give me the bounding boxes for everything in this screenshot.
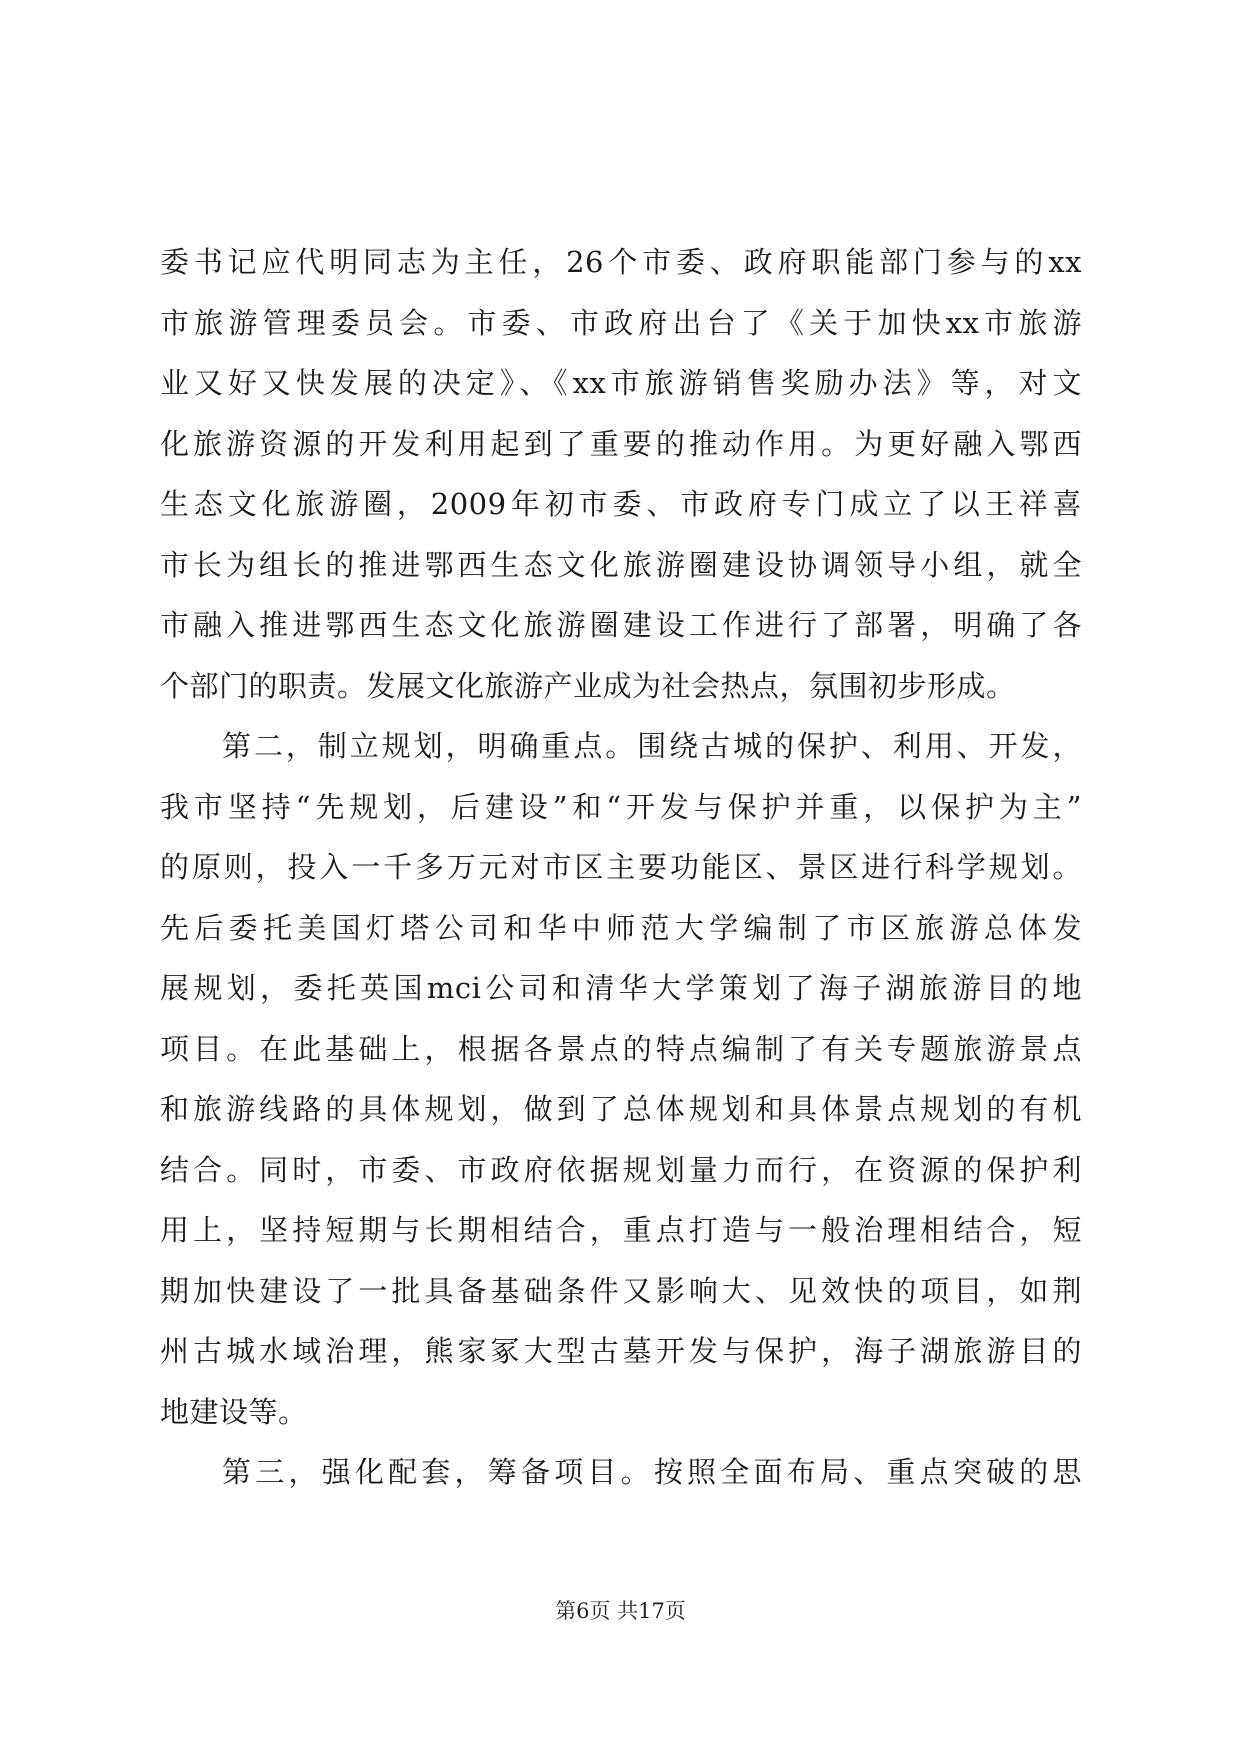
text-line: 先后委托美国灯塔公司和华中师范大学编制了市区旅游总体发 bbox=[160, 910, 1082, 945]
page-footer bbox=[0, 1596, 1241, 1626]
paragraph-start-line: 第二，制立规划，明确重点。围绕古城的保护、利用、开发， bbox=[222, 729, 1082, 763]
text-line: 展规划，委托英国mci公司和清华大学策划了海子湖旅游目的地 bbox=[160, 971, 1082, 1005]
text-line: 市融入推进鄂西生态文化旅游圈建设工作进行了部署，明确了各 bbox=[160, 608, 1082, 642]
text-line: 期加快建设了一批具备基础条件又影响大、见效快的项目，如荆 bbox=[160, 1273, 1082, 1308]
text-line: 市旅游管理委员会。市委、市政府出台了《关于加快xx市旅游 bbox=[160, 305, 1082, 340]
text-line: 的原则，投入一千多万元对市区主要功能区、景区进行科学规划。 bbox=[160, 850, 1082, 884]
text-line: 委书记应代明同志为主任，26个市委、政府职能部门参与的xx bbox=[160, 245, 1082, 279]
page-number: 第6页 共17页 bbox=[555, 1599, 686, 1623]
text-line: 用上，坚持短期与长期相结合，重点打造与一般治理相结合，短 bbox=[160, 1213, 1082, 1247]
text-line: 州古城水域治理，熊家冢大型古墓开发与保护，海子湖旅游目的 bbox=[160, 1334, 1082, 1368]
text-line: 生态文化旅游圈，2009年初市委、市政府专门成立了以王祥喜 bbox=[160, 487, 1082, 521]
text-line: 个部门的职责。发展文化旅游产业成为社会热点，氛围初步形成。 bbox=[160, 668, 1016, 703]
text-line: 项目。在此基础上，根据各景点的特点编制了有关专题旅游景点 bbox=[160, 1031, 1082, 1066]
body-text bbox=[160, 232, 1082, 1503]
text-line: 我市坚持“先规划，后建设”和“开发与保护并重，以保护为主” bbox=[160, 789, 1082, 824]
text-line: 地建设等。 bbox=[160, 1394, 308, 1429]
paragraph-start-line: 第三，强化配套，筹备项目。按照全面布局、重点突破的思 bbox=[222, 1455, 1082, 1489]
text-line: 化旅游资源的开发利用起到了重要的推动作用。为更好融入鄂西 bbox=[160, 426, 1082, 461]
text-line: 业又好又快发展的决定》、《xx市旅游销售奖励办法》等，对文 bbox=[160, 366, 1082, 400]
text-line: 结合。同时，市委、市政府依据规划量力而行，在资源的保护利 bbox=[160, 1152, 1082, 1187]
text-line: 市长为组长的推进鄂西生态文化旅游圈建设协调领导小组，就全 bbox=[160, 547, 1082, 582]
text-line: 和旅游线路的具体规划，做到了总体规划和具体景点规划的有机 bbox=[160, 1092, 1082, 1126]
